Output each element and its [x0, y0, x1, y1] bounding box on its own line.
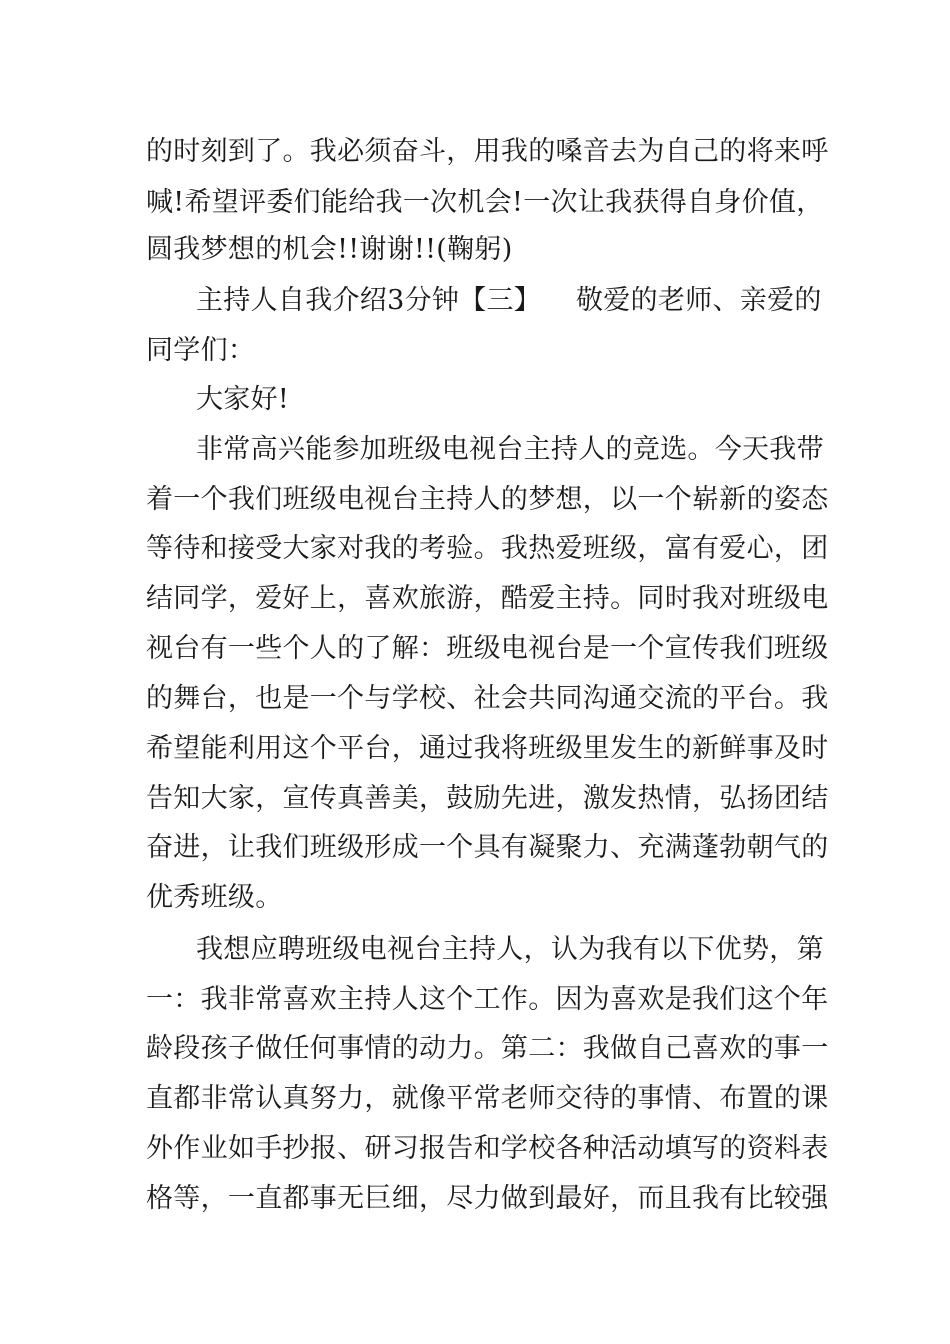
text-line: 圆我梦想的机会!!谢谢!!(鞠躬) [146, 234, 513, 265]
text-line: 奋进，让我们班级形成一个具有凝聚力、充满蓬勃朝气的 [146, 832, 829, 863]
text-line: 大家好! [196, 384, 290, 415]
text-line: 外作业如手抄报、研习报告和学校各种活动填写的资料表 [146, 1133, 829, 1164]
text-line: 一：我非常喜欢主持人这个工作。因为喜欢是我们这个年 [146, 984, 829, 1015]
greeting-line: 敬爱的老师、亲爱的 [576, 285, 822, 316]
text-line: 我想应聘班级电视台主持人，认为我有以下优势，第 [196, 934, 824, 965]
text-line: 的时刻到了。我必须奋斗，用我的嗓音去为自己的将来呼 [146, 136, 829, 167]
text-line: 喊!希望评委们能给我一次机会!一次让我获得自身价值， [146, 187, 824, 218]
text-line: 直都非常认真努力，就像平常老师交待的事情、布置的课 [146, 1083, 829, 1114]
text-line: 龄段孩子做任何事情的动力。第二：我做自己喜欢的事一 [146, 1033, 829, 1064]
text-line: 格等，一直都事无巨细，尽力做到最好，而且我有比较强 [146, 1183, 829, 1214]
text-line: 视台有一些个人的了解：班级电视台是一个宣传我们班级 [146, 633, 829, 664]
text-line: 优秀班级。 [146, 882, 283, 913]
text-line: 着一个我们班级电视台主持人的梦想，以一个崭新的姿态 [146, 484, 829, 515]
text-line: 同学们： [146, 335, 256, 366]
text-line: 告知大家，宣传真善美，鼓励先进，激发热情，弘扬团结 [146, 783, 829, 814]
text-line: 非常高兴能参加班级电视台主持人的竞选。今天我带 [196, 434, 824, 465]
text-line: 结同学，爱好上，喜欢旅游，酷爱主持。同时我对班级电 [146, 583, 829, 614]
text-line: 等待和接受大家对我的考验。我热爱班级，富有爱心，团 [146, 533, 829, 564]
text-line: 的舞台，也是一个与学校、社会共同沟通交流的平台。我 [146, 683, 829, 714]
section-heading: 主持人自我介绍3分钟【三】 [196, 285, 542, 316]
text-line: 希望能利用这个平台，通过我将班级里发生的新鲜事及时 [146, 733, 829, 764]
